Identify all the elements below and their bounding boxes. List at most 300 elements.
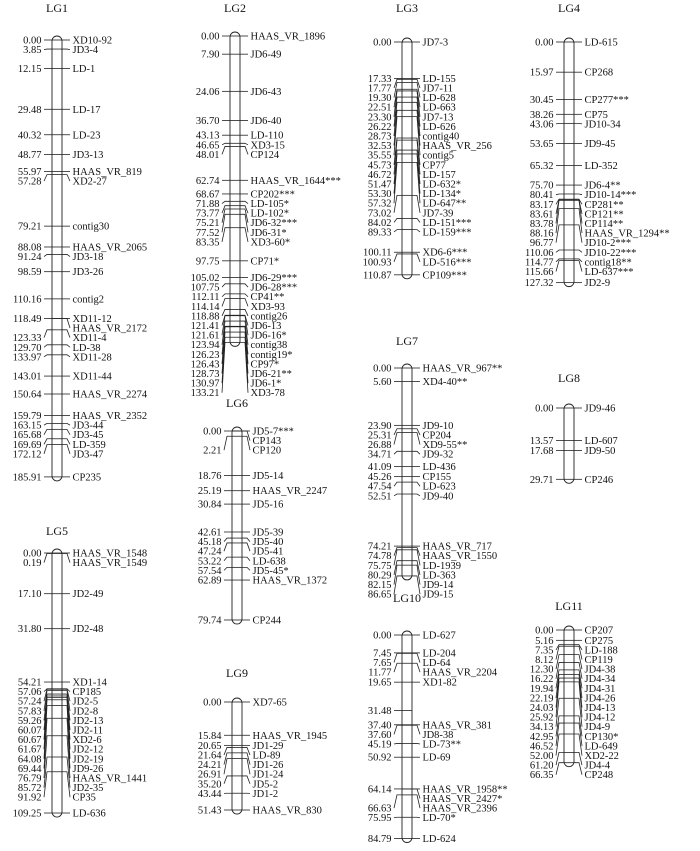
position-connector <box>44 423 52 425</box>
marker-position: 25.92 <box>529 712 554 724</box>
marker-name: LD-636 <box>72 808 106 820</box>
marker-position: 45.18 <box>197 537 222 549</box>
marker-position: 23.30 <box>367 112 392 124</box>
marker-position: 52.51 <box>367 491 392 503</box>
marker-position: 79.74 <box>197 615 222 627</box>
marker-name: contig5 <box>422 150 454 162</box>
chromosome-bar <box>232 698 242 814</box>
marker-position: 69.44 <box>17 763 42 775</box>
name-connector <box>240 201 248 203</box>
position-connector <box>44 439 52 445</box>
marker-position: 98.59 <box>17 267 42 279</box>
marker-position: 19.30 <box>367 93 392 105</box>
marker-position: 129.70 <box>12 342 42 354</box>
marker-name: JD4-31 <box>584 683 616 695</box>
chromosome-bar <box>230 32 240 346</box>
linkage-group-lg9 <box>198 666 327 817</box>
marker-name: HAAS_VR_2274 <box>72 389 148 401</box>
lg-title: LG7 <box>396 334 418 348</box>
linkage-group-lg8 <box>530 371 618 486</box>
marker-name: HAAS_VR_830 <box>252 805 322 817</box>
marker-name: JD4-4 <box>584 760 611 772</box>
marker-name: XD2-6 <box>72 735 102 747</box>
marker-name: CP281** <box>584 199 624 211</box>
marker-name: HAAS_VR_381 <box>422 720 492 732</box>
marker-position: 0.00 <box>23 35 42 47</box>
marker-name: LD-1939 <box>422 560 461 572</box>
marker-name: LD-89 <box>252 750 281 762</box>
marker-position: 185.91 <box>12 472 42 484</box>
marker-position: 31.48 <box>367 706 392 718</box>
name-connector <box>240 294 248 297</box>
name-connector <box>242 747 250 755</box>
marker-name: HAAS_VR_2065 <box>72 242 148 254</box>
marker-position: 84.02 <box>367 217 392 229</box>
marker-name: LD-157 <box>422 169 456 181</box>
marker-position: 5.16 <box>535 635 554 647</box>
marker-name: JD6-1* <box>250 378 282 390</box>
position-connector <box>394 482 402 486</box>
name-connector <box>62 318 70 328</box>
marker-name: LD-626 <box>422 121 456 133</box>
name-connector <box>412 79 420 88</box>
marker-position: 18.76 <box>197 470 222 482</box>
marker-position: 89.33 <box>367 227 392 239</box>
name-connector <box>574 200 582 223</box>
linkage-group-lg4 <box>525 1 670 289</box>
marker-name: contig38 <box>250 340 288 352</box>
name-connector <box>412 218 420 222</box>
marker-name: JD4-9 <box>584 722 611 734</box>
marker-position: 12.15 <box>17 64 42 76</box>
marker-name: JD9-10 <box>422 420 454 432</box>
marker-name: JD9-50 <box>584 445 616 457</box>
marker-name: JD4-13 <box>584 703 616 715</box>
position-connector <box>556 752 564 765</box>
name-connector <box>240 206 248 213</box>
marker-name: JD10-22*** <box>584 247 637 259</box>
chromosome-bar <box>564 38 574 287</box>
position-connector <box>394 494 402 496</box>
marker-name: contig2 <box>72 294 104 306</box>
name-connector <box>242 567 250 570</box>
position-connector <box>556 194 564 195</box>
marker-position: 114.77 <box>525 257 554 269</box>
marker-position: 21.64 <box>197 750 222 762</box>
marker-position: 35.55 <box>367 150 392 162</box>
marker-position: 24.21 <box>197 760 222 772</box>
marker-position: 74.78 <box>367 551 392 563</box>
marker-position: 34.71 <box>367 449 392 461</box>
marker-name: JD4-34 <box>584 674 616 686</box>
lg-title: LG1 <box>46 1 68 15</box>
marker-name: JD5-7*** <box>252 426 294 438</box>
position-connector <box>224 776 232 784</box>
marker-name: HAAS_VR_1958** <box>422 784 508 796</box>
name-connector <box>62 330 70 338</box>
marker-position: 20.65 <box>197 740 222 752</box>
marker-name: JD1-26 <box>252 760 284 772</box>
marker-position: 80.29 <box>367 570 392 582</box>
marker-position: 43.06 <box>529 119 554 131</box>
marker-position: 36.70 <box>195 115 220 127</box>
marker-name: JD3-18 <box>72 252 104 264</box>
marker-name: XD3-78 <box>250 388 285 400</box>
marker-name: HAAS_VR_1896 <box>250 31 326 43</box>
marker-position: 86.65 <box>367 589 392 601</box>
marker-position: 29.71 <box>529 474 554 486</box>
marker-name: JD6-40 <box>250 115 282 127</box>
marker-name: JD9-15 <box>422 589 454 601</box>
name-connector <box>242 543 250 551</box>
marker-position: 91.92 <box>17 792 42 804</box>
position-connector <box>556 645 564 650</box>
marker-position: 57.32 <box>367 198 392 210</box>
position-connector <box>224 543 232 551</box>
marker-position: 163.15 <box>12 420 42 432</box>
name-connector <box>412 743 420 744</box>
marker-position: 29.48 <box>17 104 42 116</box>
marker-name: LD-352 <box>584 160 618 172</box>
marker-name: JD6-28*** <box>250 282 298 294</box>
marker-name: HAAS_VR_1548 <box>72 548 148 560</box>
marker-position: 61.20 <box>529 760 554 772</box>
position-connector <box>556 123 564 124</box>
marker-name: JD10-34 <box>584 119 621 131</box>
marker-position: 128.73 <box>190 369 220 381</box>
lg-title: LG3 <box>396 1 418 15</box>
marker-position: 96.77 <box>529 238 554 250</box>
marker-position: 82.15 <box>367 580 392 592</box>
marker-name: LD-102* <box>250 208 289 220</box>
position-connector <box>394 561 402 575</box>
marker-position: 121.41 <box>190 321 220 333</box>
position-connector <box>394 795 402 808</box>
marker-name: JD6-49 <box>250 49 282 61</box>
position-connector <box>556 763 564 775</box>
marker-position: 46.52 <box>529 741 554 753</box>
marker-name: CP71* <box>250 256 280 268</box>
marker-position: 59.26 <box>17 715 42 727</box>
name-connector <box>412 663 420 672</box>
marker-position: 43.44 <box>197 788 222 800</box>
marker-name: HAAS_VR_1294** <box>584 228 670 240</box>
marker-name: JD1-2 <box>252 788 279 800</box>
marker-name: XD4-40** <box>422 376 468 388</box>
marker-position: 75.70 <box>529 180 554 192</box>
marker-name: JD9-40 <box>422 491 454 503</box>
marker-name: JD6-31* <box>250 227 287 239</box>
position-connector <box>222 206 230 213</box>
position-connector <box>394 254 402 262</box>
marker-position: 43.13 <box>195 130 220 142</box>
marker-name: JD6-16* <box>250 330 287 342</box>
lg-title: LG9 <box>226 666 248 680</box>
marker-name: LD-363 <box>422 570 456 582</box>
marker-position: 34.13 <box>529 722 554 734</box>
marker-position: 68.67 <box>195 189 220 201</box>
position-connector <box>44 345 52 347</box>
marker-position: 84.79 <box>367 833 392 845</box>
name-connector <box>62 49 70 50</box>
marker-name: HAAS_VR_1644*** <box>250 175 341 187</box>
name-connector <box>412 195 420 212</box>
marker-position: 25.19 <box>197 486 222 498</box>
marker-name: JD4-12 <box>584 712 616 724</box>
marker-name: LD-663 <box>422 102 456 114</box>
marker-name: HAAS_VR_256 <box>422 141 492 153</box>
position-connector <box>224 538 232 542</box>
marker-name: LD-359 <box>72 439 106 451</box>
marker-name: HAAS_VR_1372 <box>252 575 328 587</box>
marker-position: 50.92 <box>367 752 392 764</box>
marker-name: JD3-26 <box>72 267 104 279</box>
marker-name: CP204 <box>422 430 452 442</box>
marker-position: 45.26 <box>367 472 392 484</box>
marker-position: 75.75 <box>367 560 392 572</box>
marker-name: HAAS_VR_2427* <box>422 794 503 806</box>
marker-position: 85.72 <box>17 783 42 795</box>
position-connector <box>394 743 402 744</box>
linkage-group-lg7 <box>368 334 503 601</box>
marker-position: 73.77 <box>195 208 220 220</box>
marker-position: 0.19 <box>23 558 42 570</box>
name-connector <box>62 175 70 182</box>
marker-name: LD-38 <box>72 342 101 354</box>
marker-name: JD2-48 <box>72 624 104 636</box>
name-connector <box>240 228 248 242</box>
marker-name: XD11-12 <box>72 313 112 325</box>
name-connector <box>240 146 248 154</box>
marker-position: 115.66 <box>525 266 554 278</box>
marker-name: CP114** <box>584 218 624 230</box>
marker-position: 91.24 <box>17 252 42 264</box>
marker-name: JD6-29*** <box>250 273 298 285</box>
position-connector <box>222 284 230 287</box>
name-connector <box>574 261 582 272</box>
marker-position: 47.24 <box>197 546 222 558</box>
marker-position: 46.65 <box>195 140 220 152</box>
marker-name: XD1-14 <box>72 677 107 689</box>
marker-name: HAAS_VR_2396 <box>422 803 498 815</box>
chromosome-bar <box>564 404 574 483</box>
marker-name: XD7-65 <box>252 697 287 709</box>
marker-name: CP155 <box>422 472 452 484</box>
marker-position: 17.77 <box>367 83 392 95</box>
marker-name: LD-627 <box>422 630 456 642</box>
marker-name: JD7-11 <box>422 83 454 95</box>
marker-position: 66.35 <box>529 770 554 782</box>
marker-name: HAAS_VR_1550 <box>422 551 498 563</box>
marker-position: 0.00 <box>535 37 554 49</box>
marker-position: 150.64 <box>12 389 42 401</box>
name-connector <box>412 230 420 232</box>
position-connector <box>394 230 402 232</box>
name-connector <box>62 254 70 256</box>
lg-title: LG8 <box>558 371 580 385</box>
position-connector <box>222 315 230 325</box>
marker-name: LD-105* <box>250 199 289 211</box>
name-connector <box>62 345 70 347</box>
position-connector <box>224 747 232 755</box>
marker-position: 169.69 <box>12 439 42 451</box>
marker-position: 0.00 <box>203 697 222 709</box>
marker-position: 100.11 <box>363 247 392 259</box>
marker-name: contig19* <box>250 349 293 361</box>
marker-name: JD6-4** <box>584 180 621 192</box>
marker-position: 118.88 <box>191 311 220 323</box>
name-connector <box>240 315 248 325</box>
marker-position: 79.21 <box>17 221 42 233</box>
marker-position: 97.75 <box>195 256 220 268</box>
marker-position: 31.80 <box>17 624 42 636</box>
marker-name: CP246 <box>584 474 614 486</box>
marker-position: 64.14 <box>367 784 392 796</box>
marker-position: 40.32 <box>17 130 42 142</box>
marker-name: CP277*** <box>584 95 629 107</box>
marker-position: 19.94 <box>529 683 554 695</box>
marker-name: JD9-32 <box>422 449 454 461</box>
position-connector <box>224 557 232 561</box>
position-connector <box>224 567 232 570</box>
marker-position: 7.45 <box>373 648 392 660</box>
marker-name: CP235 <box>72 472 102 484</box>
marker-position: 62.89 <box>197 575 222 587</box>
marker-name: contig26 <box>250 311 288 323</box>
marker-position: 52.00 <box>529 751 554 763</box>
marker-position: 7.35 <box>535 645 554 657</box>
marker-name: JD3-13 <box>72 150 104 162</box>
marker-name: JD3-45 <box>72 430 104 442</box>
lg-title: LG4 <box>558 1 580 15</box>
marker-name: CP97* <box>250 359 280 371</box>
name-connector <box>62 439 70 445</box>
name-connector <box>62 444 70 453</box>
marker-name: CP143 <box>252 436 282 448</box>
marker-position: 19.65 <box>367 677 392 689</box>
marker-position: 35.20 <box>197 779 222 791</box>
name-connector <box>412 482 420 486</box>
marker-name: LD-73** <box>422 739 461 751</box>
marker-position: 17.33 <box>367 73 392 85</box>
marker-name: LD-649 <box>584 741 618 753</box>
marker-name: LD-70* <box>422 813 456 825</box>
position-connector <box>44 444 52 453</box>
marker-position: 7.90 <box>201 49 220 61</box>
marker-name: XD11-28 <box>72 352 112 364</box>
marker-name: CP275 <box>584 635 614 647</box>
marker-position: 16.22 <box>529 674 554 686</box>
marker-position: 32.53 <box>367 141 392 153</box>
marker-position: 22.51 <box>367 102 392 114</box>
chromosome-bar <box>564 626 574 767</box>
marker-position: 112.11 <box>191 292 220 304</box>
marker-name: JD9-14 <box>422 580 454 592</box>
marker-name: JD7-39 <box>422 208 454 220</box>
position-connector <box>394 218 402 222</box>
name-connector <box>242 557 250 561</box>
marker-name: XD10-92 <box>72 35 113 47</box>
marker-name: JD6-32*** <box>250 218 298 230</box>
marker-position: 121.61 <box>190 330 220 342</box>
chromosome-bar <box>402 38 412 279</box>
marker-position: 42.95 <box>529 731 554 743</box>
linkage-group-lg1 <box>13 1 148 483</box>
marker-name: CP77 <box>422 160 446 172</box>
name-connector <box>574 763 582 775</box>
lg-title: LG11 <box>555 599 583 613</box>
marker-name: JD6-43 <box>250 86 282 98</box>
chromosome-bar <box>232 427 242 624</box>
linkage-group-lg3 <box>363 1 492 281</box>
marker-position: 57.24 <box>17 696 42 708</box>
marker-position: 47.54 <box>367 481 392 493</box>
marker-name: LD-110 <box>250 130 284 142</box>
marker-position: 12.30 <box>529 664 554 676</box>
name-connector <box>412 547 420 555</box>
marker-position: 48.01 <box>195 149 220 161</box>
marker-position: 26.88 <box>367 440 392 452</box>
name-connector <box>574 655 582 670</box>
marker-name: JD2-5 <box>72 696 99 708</box>
marker-name: CP75 <box>584 109 608 121</box>
marker-name: JD3-4 <box>72 45 99 57</box>
marker-name: XD11-44 <box>72 371 112 383</box>
marker-name: JD9-46 <box>584 403 616 415</box>
name-connector <box>62 423 70 425</box>
marker-name: JD2-12 <box>72 744 104 756</box>
marker-position: 57.54 <box>197 565 222 577</box>
marker-position: 30.45 <box>529 95 554 107</box>
marker-name: XD9-55** <box>422 440 468 452</box>
position-connector <box>394 547 402 555</box>
marker-name: JD2-11 <box>72 725 104 737</box>
marker-position: 17.10 <box>17 589 42 601</box>
marker-position: 77.52 <box>195 227 220 239</box>
marker-name: LD-204 <box>422 648 456 660</box>
position-connector <box>394 451 402 454</box>
marker-position: 41.09 <box>367 462 392 474</box>
marker-position: 118.49 <box>13 313 42 325</box>
marker-position: 75.95 <box>367 813 392 825</box>
name-connector <box>412 561 420 575</box>
marker-position: 62.74 <box>195 175 220 187</box>
marker-name: LD-615 <box>584 37 618 49</box>
marker-name: XD2-27 <box>72 176 107 188</box>
marker-position: 26.91 <box>197 769 222 781</box>
marker-position: 54.21 <box>17 677 42 689</box>
marker-name: JD5-2 <box>252 779 279 791</box>
marker-position: 75.21 <box>195 218 220 230</box>
marker-position: 17.68 <box>529 445 554 457</box>
marker-name: HAAS_VR_1441 <box>72 773 148 785</box>
linkage-group-lg10 <box>368 591 508 845</box>
marker-name: CP120 <box>252 445 282 457</box>
position-connector <box>224 436 232 450</box>
name-connector <box>412 451 420 454</box>
marker-position: 22.19 <box>529 693 554 705</box>
position-connector <box>222 143 230 145</box>
marker-position: 123.33 <box>12 333 42 345</box>
lg-title: LG2 <box>224 1 246 15</box>
position-connector <box>394 725 402 734</box>
marker-name: LD-628 <box>422 93 456 105</box>
marker-name: JD5-41 <box>252 546 284 558</box>
marker-name: JD5-45* <box>252 565 289 577</box>
position-connector <box>44 49 52 50</box>
marker-name: XD3-60* <box>250 237 291 249</box>
marker-position: 109.25 <box>12 808 42 820</box>
